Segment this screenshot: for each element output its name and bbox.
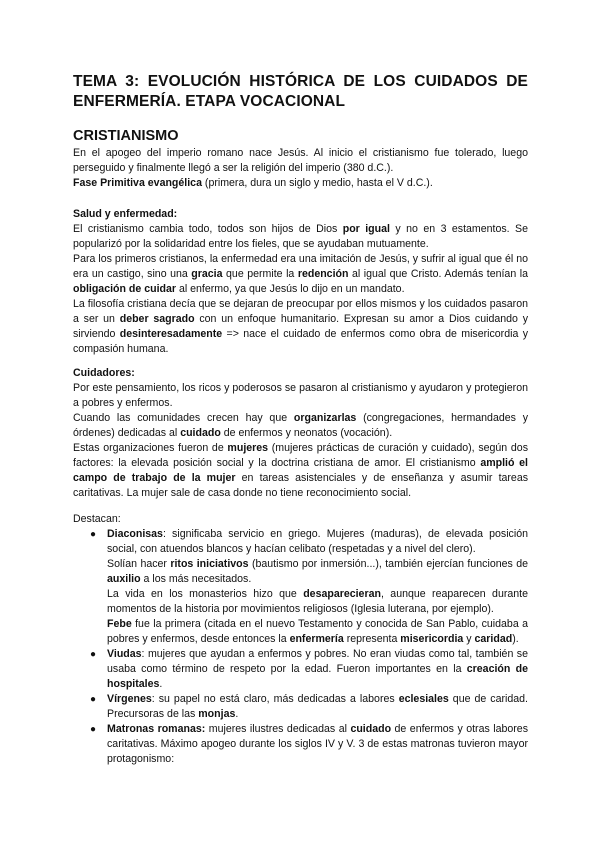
list-item-matronas: ● Matronas romanas: mujeres ilustres dedicadas al cuidado de enfermos y otras labores caritativas. Máximo apogeo durante los siglos IV y V. 3 de estas matronas tuvieron mayor protagonismo: — [90, 723, 528, 765]
salud-paragraph-2: Para los primeros cristianos, la enfermedad era una imitación de Jesús, y sufrir al igual que él no era un castigo, sino una gracia que permite la redención al igual que Cristo. Además tenían la obligación de cuidar al enfermo, ya que Jesús lo dijo en un mandato. — [73, 253, 528, 295]
list-item-diaconisas: ● Diaconisas: significaba servicio en griego. Mujeres (maduras), de elevada posición social, con atuendos blancos y hacían celibato (respetadas y a nivel del clero). Solían hacer ritos iniciativos (bautismo por inmersión...), también ejercían funciones de auxilio a los más necesitados. La vida en los monasterios hizo que desaparecieran, aunque reaparecen durante momentos de la historia por movimientos religiosos (Iglesia luterana, por ejemplo). Febe fue la primera (citada en el nuevo Testamento y conocida de San Pablo, cuidaba a pobres y enfermos, desde entonces la enfermería representa misericordia y caridad). — [90, 528, 528, 645]
cuidadores-paragraph-2: Cuando las comunidades crecen hay que organizarlas (congregaciones, hermandades y órdenes) dedicadas al cuidado de enfermos y neonatos (vocación). — [73, 412, 528, 439]
bullet-icon: ● — [90, 529, 97, 540]
list-item-viudas: ● Viudas: mujeres que ayudan a enfermos y pobres. No eran viudas como tal, también se usaba como término de respeto por la edad. Fueron importantes en la creación de hospitales. — [90, 648, 528, 690]
fase-paragraph: Fase Primitiva evangélica (primera, dura un siglo y medio, hasta el V d.C.). — [73, 177, 433, 189]
intro-block — [73, 146, 528, 191]
intro-paragraph: En el apogeo del imperio romano nace Jesús. Al inicio el cristianismo fue tolerado, luego perseguido y finalmente llegó a ser la religión del imperio (380 d.C.). — [73, 147, 528, 174]
bullet-icon: ● — [90, 724, 97, 735]
salud-block — [73, 207, 528, 357]
bullet-icon: ● — [90, 694, 97, 705]
bullet-icon: ● — [90, 649, 97, 660]
cuidadores-block — [73, 366, 528, 501]
salud-paragraph-3: La filosofía cristiana decía que se dejaran de preocupar por ellos mismos y los cuidados pasaron a ser un deber sagrado con un enfoque humanitario. Expresan su amor a Dios cuidando y sirviendo desinteresadamente => nace el cuidado de enfermos como obra de misericordia y compasión humana. — [73, 298, 528, 355]
cuidadores-heading: Cuidadores: — [73, 367, 135, 379]
destacan-lead: Destacan: — [73, 513, 121, 525]
cuidadores-paragraph-1: Por este pensamiento, los ricos y poderosos se pasaron al cristianismo y ayudaron y protegieron a pobres y enfermos. — [73, 382, 528, 409]
cuidadores-paragraph-3: Estas organizaciones fueron de mujeres (mujeres prácticas de curación y cuidado), según dos factores: la elevada posición social y la doctrina cristiana de amor. El cristianismo amplió el campo de trabajo de la mujer en tareas asistenciales y de enseñanza y asumir tareas caritativas. La mujer sale de casa donde no tiene reconocimiento social. — [73, 442, 529, 499]
section-title: CRISTIANISMO — [73, 128, 179, 144]
list-item-virgenes: ● Vírgenes: su papel no está claro, más dedicadas a labores eclesiales que de caridad. Precursoras de las monjas. — [90, 693, 528, 720]
destacan-list — [73, 512, 528, 767]
salud-paragraph-1: El cristianismo cambia todo, todos son hijos de Dios por igual y no en 3 estamentos. Se popularizó por la solidaridad entre los fieles, que se ayudaban mutuamente. — [73, 223, 528, 250]
page-title: TEMA 3: EVOLUCIÓN HISTÓRICA DE LOS CUIDADOS DE ENFERMERÍA. ETAPA VOCACIONAL — [73, 73, 528, 110]
salud-heading: Salud y enfermedad: — [73, 208, 178, 220]
